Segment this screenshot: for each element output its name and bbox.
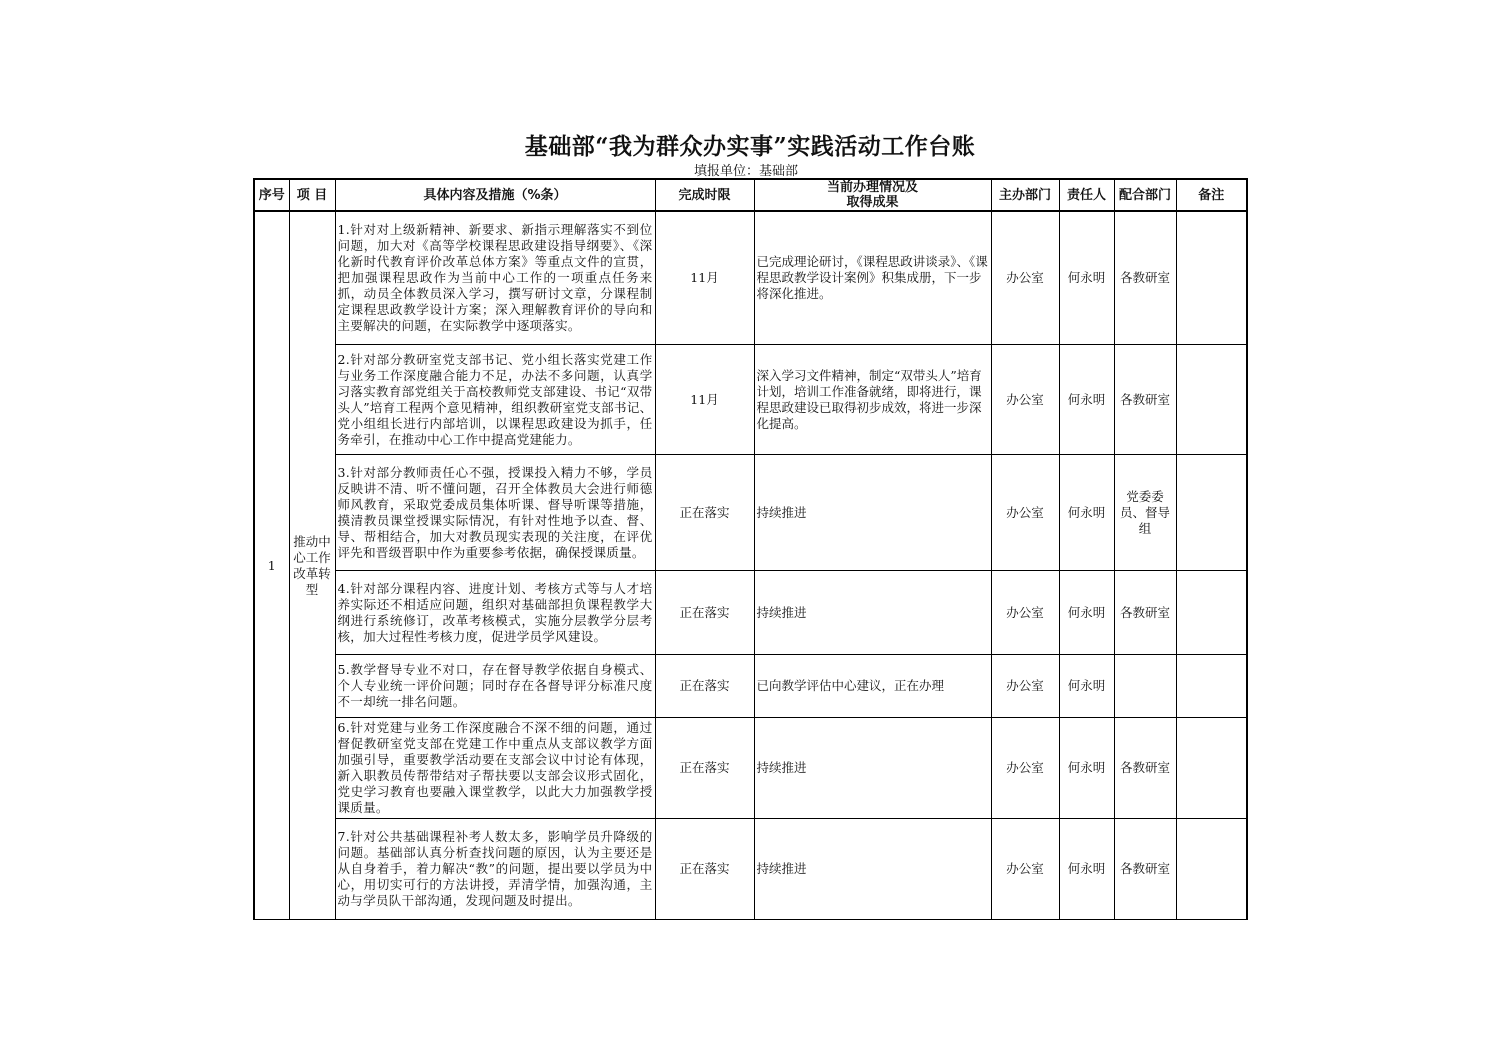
row-owner: 何永明 <box>1059 819 1114 920</box>
row-content-text: 6.针对党建与业务工作深度融合不深不细的问题，通过督促教研室党支部在党建工作中重点从支部议教学方面加强引导，重要教学活动要在支部会议中讨论有体现，新入职教员传帮带结对子帮扶要以支部会议形式固化，党史学习教育也要融入课堂教学，以此大力加强教学授课质量。 <box>337 720 653 815</box>
row-status: 持续推进 <box>754 718 991 819</box>
ledger-table <box>253 178 1248 920</box>
row-coop: 各教研室 <box>1114 718 1176 819</box>
table-row <box>254 345 1247 455</box>
header-owner: 责任人 <box>1059 179 1114 211</box>
header-project: 项 目 <box>289 179 335 211</box>
row-owner: 何永明 <box>1059 345 1114 455</box>
page-title: 基础部“我为群众办实事”实践活动工作台账 <box>524 133 976 160</box>
row-content <box>335 718 655 819</box>
header-coop-dept: 配合部门 <box>1114 179 1176 211</box>
row-owner: 何永明 <box>1059 211 1114 345</box>
table-row <box>254 819 1247 920</box>
row-host: 办公室 <box>991 655 1059 718</box>
group-seq: 1 <box>254 211 289 920</box>
row-remark <box>1176 718 1247 819</box>
row-coop <box>1114 655 1176 718</box>
row-host: 办公室 <box>991 455 1059 571</box>
row-status: 已完成理论研讨，《课程思政讲谈录》、《课程思政教学设计案例》积集成册，下一步将深化推进。 <box>754 211 991 345</box>
row-host: 办公室 <box>991 345 1059 455</box>
row-content-text: 7.针对公共基础课程补考人数太多，影响学员升降级的问题。基础部认真分析查找问题的原因，认为主要还是从自身着手，着力解决“教”的问题，提出要以学员为中心，用切实可行的方法讲授，弄清学情，加强沟通，主动与学员队干部沟通，发现问题及时提出。 <box>337 829 653 908</box>
header-content: 具体内容及措施（%条） <box>335 179 655 211</box>
row-deadline: 正在落实 <box>655 655 754 718</box>
row-deadline: 正在落实 <box>655 718 754 819</box>
row-coop: 各教研室 <box>1114 819 1176 920</box>
row-status: 深入学习文件精神，制定“双带头人”培育计划，培训工作准备就绪，即将进行，课程思政建设已取得初步成效，将进一步深化提高。 <box>754 345 991 455</box>
header-deadline: 完成时限 <box>655 179 754 211</box>
row-remark <box>1176 819 1247 920</box>
header-remark: 备注 <box>1176 179 1247 211</box>
table-row <box>254 211 1247 345</box>
row-content-text: 4.针对部分课程内容、进度计划、考核方式等与人才培养实际还不相适应问题，组织对基础部担负课程教学大纲进行系统修订，改革考核模式，实施分层教学分层考核，加大过程性考核力度，促进学员学风建设。 <box>337 580 653 644</box>
row-content-text: 3.针对部分教师责任心不强，授课投入精力不够，学员反映讲不清、听不懂问题，召开全体教员大会进行师德师风教育，采取党委成员集体听课、督导听课等措施，摸清教员课堂授课实际情况，有针对性地予以查、督、导、帮相结合，加大对教员现实表现的关注度，在评优评先和晋级晋职中作为重要参考依据，确保授课质量。 <box>337 464 653 560</box>
row-status: 持续推进 <box>754 455 991 571</box>
row-remark <box>1176 571 1247 655</box>
row-content-text: 5.教学督导专业不对口，存在督导教学依据自身模式、个人专业统一评价问题；同时存在各督导评分标准尺度不一却统一排名问题。 <box>337 662 653 709</box>
table-row <box>254 655 1247 718</box>
row-owner: 何永明 <box>1059 655 1114 718</box>
row-deadline: 正在落实 <box>655 571 754 655</box>
row-host: 办公室 <box>991 571 1059 655</box>
header-status-line2: 取得成果 <box>846 195 899 210</box>
row-content-text: 2.针对部分教研室党支部书记、党小组长落实党建工作与业务工作深度融合能力不足，办法不多问题，认真学习落实教育部党组关于高校教师党支部建设、书记“双带头人”培育工程两个意见精神，组织教研室党支部书记、党小组组长进行内部培训，以课程思政建设为抓手，任务牵引，在推动中心工作中提高党建能力。 <box>337 351 653 447</box>
row-deadline: 正在落实 <box>655 819 754 920</box>
row-owner: 何永明 <box>1059 455 1114 571</box>
row-host: 办公室 <box>991 819 1059 920</box>
table-row <box>254 718 1247 819</box>
row-remark <box>1176 655 1247 718</box>
row-host: 办公室 <box>991 211 1059 345</box>
row-deadline: 11月 <box>655 211 754 345</box>
row-coop: 各教研室 <box>1114 345 1176 455</box>
row-coop: 各教研室 <box>1114 211 1176 345</box>
header-status <box>754 179 991 211</box>
row-content <box>335 571 655 655</box>
table-row <box>254 455 1247 571</box>
header-host-dept: 主办部门 <box>991 179 1059 211</box>
row-content <box>335 455 655 571</box>
row-status: 持续推进 <box>754 571 991 655</box>
row-status: 持续推进 <box>754 819 991 920</box>
row-content <box>335 211 655 345</box>
row-host: 办公室 <box>991 718 1059 819</box>
row-content <box>335 819 655 920</box>
row-coop: 各教研室 <box>1114 571 1176 655</box>
group-project: 推动中心工作改革转型 <box>289 211 335 920</box>
table-row <box>254 571 1247 655</box>
row-remark <box>1176 211 1247 345</box>
row-remark <box>1176 345 1247 455</box>
row-content <box>335 655 655 718</box>
row-remark <box>1176 455 1247 571</box>
header-row <box>254 179 1247 211</box>
row-status: 已向教学评估中心建议，正在办理 <box>754 655 991 718</box>
header-seq: 序号 <box>254 179 289 211</box>
row-deadline: 11月 <box>655 345 754 455</box>
fill-unit: 填报单位：基础部 <box>694 164 799 179</box>
header-status-line1: 当前办理情况及 <box>826 180 918 195</box>
row-owner: 何永明 <box>1059 571 1114 655</box>
row-deadline: 正在落实 <box>655 455 754 571</box>
row-content <box>335 345 655 455</box>
row-owner: 何永明 <box>1059 718 1114 819</box>
row-content-text: 1.针对对上级新精神、新要求、新指示理解落实不到位问题，加大对《高等学校课程思政建设指导纲要》、《深化新时代教育评价改革总体方案》等重点文件的宣贯，把加强课程思政作为当前中心工作的一项重点任务来抓，动员全体教员深入学习，撰写研讨文章，分课程制定课程思政教学设计方案；深入理解教育评价的导向和主要解决的问题，在实际教学中逐项落实。 <box>337 222 653 333</box>
row-coop: 党委委员、督导组 <box>1114 455 1176 571</box>
